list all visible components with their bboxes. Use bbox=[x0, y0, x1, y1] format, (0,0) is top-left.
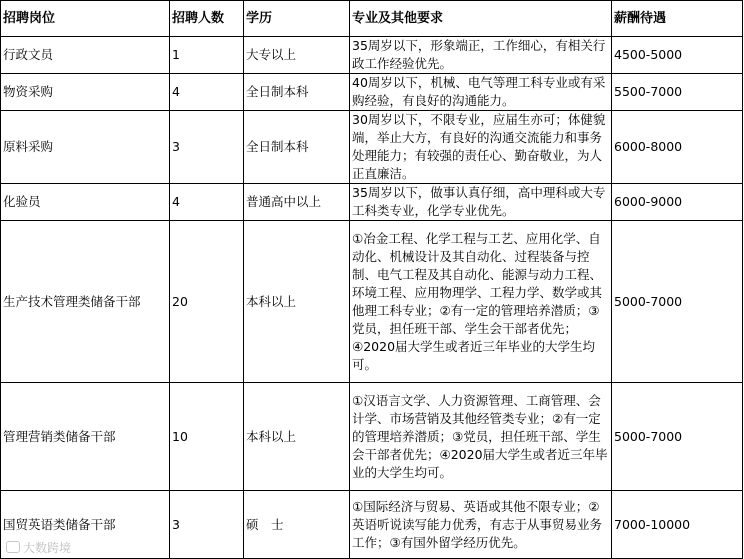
cell-salary: 5000-7000 bbox=[612, 383, 743, 491]
cell-salary: 6000-8000 bbox=[612, 111, 743, 184]
cell-position: 生产技术管理类储备干部 bbox=[1, 221, 170, 383]
cell-count: 3 bbox=[170, 491, 244, 559]
cell-count: 10 bbox=[170, 383, 244, 491]
cell-position: 物资采购 bbox=[1, 74, 170, 111]
table-row bbox=[1, 221, 743, 383]
cell-count: 1 bbox=[170, 37, 244, 74]
cell-requirements: ①国际经济与贸易、英语或其他不限专业；②英语听说读写能力优秀，有志于从事贸易业务工作；③有国外留学经历优先。 bbox=[350, 491, 612, 559]
cell-count: 4 bbox=[170, 74, 244, 111]
cell-position: 行政文员 bbox=[1, 37, 170, 74]
cell-requirements: 35周岁以下，形象端正，工作细心，有相关行政工作经验优先。 bbox=[350, 37, 612, 74]
cell-education: 大专以上 bbox=[244, 37, 350, 74]
cell-position: 原料采购 bbox=[1, 111, 170, 184]
cell-count: 3 bbox=[170, 111, 244, 184]
cell-position: 管理营销类储备干部 bbox=[1, 383, 170, 491]
table-row bbox=[1, 111, 743, 184]
cell-position: 化验员 bbox=[1, 184, 170, 221]
header-count: 招聘人数 bbox=[170, 1, 244, 37]
cell-salary: 7000-10000 bbox=[612, 491, 743, 559]
watermark bbox=[6, 539, 71, 556]
header-education: 学历 bbox=[244, 1, 350, 37]
cell-requirements: 30周岁以下，不限专业，应届生亦可；体健貌端，举止大方，有良好的沟通交流能力和事务处理能力；有较强的责任心、勤奋敬业，为人正直廉洁。 bbox=[350, 111, 612, 184]
header-requirements: 专业及其他要求 bbox=[350, 1, 612, 37]
cell-salary: 6000-9000 bbox=[612, 184, 743, 221]
table-row bbox=[1, 184, 743, 221]
watermark-text: 大数跨境 bbox=[23, 541, 72, 555]
chat-bubble-icon bbox=[6, 541, 20, 553]
table-row bbox=[1, 491, 743, 559]
cell-education: 全日制本科 bbox=[244, 111, 350, 184]
cell-position: 国贸英语类储备干部 bbox=[1, 491, 170, 559]
cell-salary: 5500-7000 bbox=[612, 74, 743, 111]
cell-salary: 4500-5000 bbox=[612, 37, 743, 74]
cell-salary: 5000-7000 bbox=[612, 221, 743, 383]
header-position: 招聘岗位 bbox=[1, 1, 170, 37]
cell-requirements: ①汉语言文学、人力资源管理、工商管理、会计学、市场营销及其他经管类专业；②有一定的管理培养潜质；③党员，担任班干部、学生会干部者优先；④2020届大学生或者近三年毕业的大学生均可。 bbox=[350, 383, 612, 491]
table-row bbox=[1, 383, 743, 491]
cell-education: 普通高中以上 bbox=[244, 184, 350, 221]
table-row bbox=[1, 37, 743, 74]
header-row bbox=[1, 1, 743, 37]
cell-education: 本科以上 bbox=[244, 383, 350, 491]
cell-requirements: 40周岁以下，机械、电气等理工科专业或有采购经验，有良好的沟通能力。 bbox=[350, 74, 612, 111]
cell-requirements: ①冶金工程、化学工程与工艺、应用化学、自动化、机械设计及其自动化、过程装备与控制、电气工程及其自动化、能源与动力工程、环境工程、应用物理学、工程力学、数学或其他理工科专业；②有一定的管理培养潜质；③党员，担任班干部、学生会干部者优先；④2020届大学生或者近三年毕业的大学生均可。 bbox=[350, 221, 612, 383]
cell-education: 全日制本科 bbox=[244, 74, 350, 111]
cell-education: 硕 士 bbox=[244, 491, 350, 559]
cell-count: 4 bbox=[170, 184, 244, 221]
cell-requirements: 35周岁以下，做事认真仔细，高中理科或大专工科类专业，化学专业优先。 bbox=[350, 184, 612, 221]
cell-count: 20 bbox=[170, 221, 244, 383]
cell-education: 本科以上 bbox=[244, 221, 350, 383]
header-salary: 薪酬待遇 bbox=[612, 1, 743, 37]
table-row bbox=[1, 74, 743, 111]
